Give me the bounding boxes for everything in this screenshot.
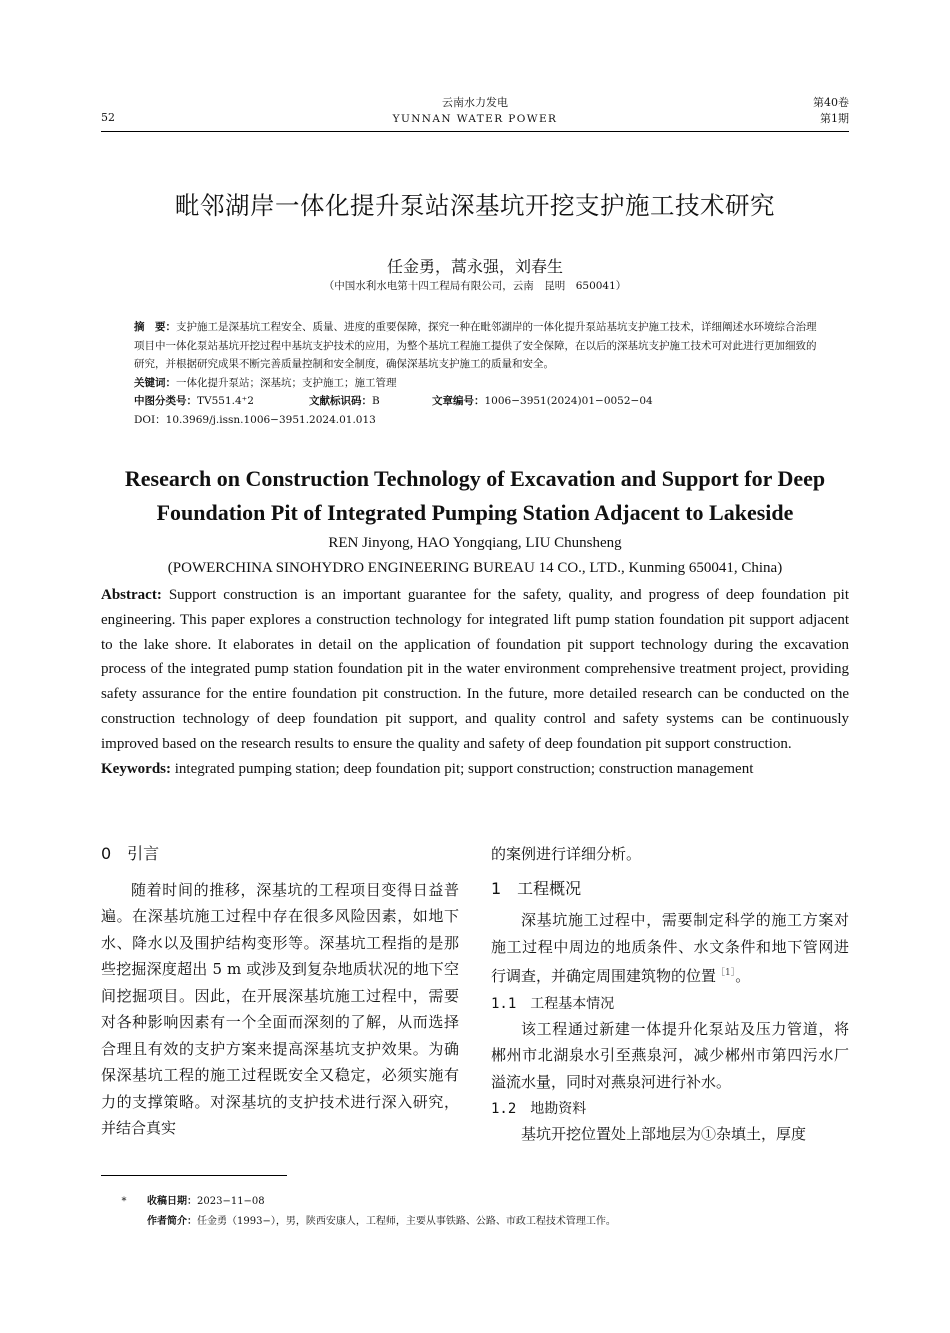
abstract-en-label: Abstract: — [101, 587, 162, 603]
continuation-text: 的案例进行详细分析。 — [491, 845, 642, 863]
clc-label: 中图分类号： — [134, 395, 197, 407]
bio-label: 作者简介： — [147, 1216, 197, 1227]
footnote-received — [101, 1192, 849, 1212]
abstract-zh-label: 摘 要： — [134, 321, 176, 333]
journal-header — [300, 95, 650, 127]
section-1-paragraph — [491, 907, 849, 990]
section-1-heading: 1 工程概况 — [491, 878, 582, 898]
affiliation-zh: （中国水利水电第十四工程局有限公司，云南 昆明 650041） — [323, 280, 627, 292]
section-0-heading: 0 引言 — [101, 844, 160, 863]
footnote-bio — [101, 1212, 849, 1232]
title-en-line1: Research on Construction Technology of Excavation and Support for Deep — [124, 466, 826, 491]
title-zh: 毗邻湖岸一体化提升泵站深基坑开挖支护施工技术研究 — [175, 191, 775, 220]
journal-name-en: YUNNAN WATER POWER — [392, 113, 558, 125]
section-1-end: 。 — [735, 967, 751, 985]
volume-issue — [813, 95, 849, 127]
doi: DOI：10.3969/j.issn.1006−3951.2024.01.013 — [134, 413, 376, 426]
section-1-2-paragraph: 基坑开挖位置处上部地层为①杂填土，厚度 — [521, 1125, 807, 1143]
citation-1: ［1］ — [716, 968, 736, 978]
article-no-value: 1006−3951(2024)01−0052−04 — [484, 395, 653, 407]
abstract-zh — [134, 318, 824, 429]
section-1-text: 深基坑施工过程中，需要制定科学的施工方案对施工过程中周边的地质条件、水文条件和地下管网进行调查，并确定周围建筑物的位置 — [491, 911, 849, 985]
issue: 第1期 — [820, 112, 849, 125]
intro-paragraph: 随着时间的推移，深基坑的工程项目变得日益普遍。在深基坑施工过程中存在很多风险因素，如地下水、降水以及围护结构变形等。深基坑工程指的是那些挖掘深度超出 5 m 或涉及到复杂地质状况的地下空间挖掘项目。因此，在开展深基坑施工过程中，需要对各种影响因素有一个全面而深刻的了解，从而选择合理且有效的支护方案来提高深基坑支护效果。为确保深基坑工程的施工过程既安全又稳定，必须实施有力的支撑策略。对深基坑的支护技术进行深入研究，并结合真实 — [101, 880, 459, 1137]
keywords-zh-label: 关键词： — [134, 376, 176, 389]
author-bio: 任金勇（1993−），男，陕西安康人，工程师，主要从事铁路、公路、市政工程技术管理工作。 — [197, 1216, 616, 1227]
keywords-zh: 一体化提升泵站；深基坑；支护施工；施工管理 — [176, 376, 397, 389]
abstract-en-text: Support construction is an important guarantee for the safety, quality, and progress of deep foundation pit engineering. This paper explores a construction technology for integrated lift pump station foundation pit support adjacent to the lake shore. It elaborates in detail on the application of foundation pit support technology during the excavation process of the integrated pump station foundation pit in the water environment comprehensive treatment project, providing safety assurance for the entire foundation pit construction. In the future, more detailed research can be conducted on the construction technology of deep foundation pit support, and quality control and safety systems can be continuously improved based on the research results to ensure the quality and safety of deep foundation pit support construction. — [101, 587, 849, 752]
page-number: 52 — [101, 111, 115, 124]
title-en-line2: Foundation Pit of Integrated Pumping Station Adjacent to Lakeside — [156, 500, 794, 525]
right-column — [491, 841, 849, 1148]
article-no-label: 文章编号： — [432, 395, 485, 407]
doc-code-value: B — [372, 395, 380, 407]
left-column — [101, 841, 459, 1142]
doc-code-label: 文献标识码： — [309, 395, 372, 407]
keywords-en-label: Keywords: — [101, 760, 171, 777]
received-date: 2023−11−08 — [197, 1196, 265, 1207]
affiliation-en: (POWERCHINA SINOHYDRO ENGINEERING BUREAU 14 CO., LTD., Kunming 650041, China) — [167, 560, 783, 576]
section-1-1-heading: 1.1 工程基本情况 — [491, 995, 615, 1012]
section-1-1-paragraph: 该工程通过新建一体提升化泵站及压力管道，将郴州市北湖泉水引至燕泉河，减少郴州市第四污水厂溢流水量，同时对燕泉河进行补水。 — [491, 1019, 849, 1091]
authors-en: REN Jinyong, HAO Yongqiang, LIU Chunsheng — [328, 535, 622, 551]
footnote — [101, 1192, 849, 1232]
footnote-rule — [101, 1175, 287, 1176]
clc-value: TV551.4⁺2 — [197, 395, 254, 407]
title-en — [70, 462, 880, 530]
keywords-en: integrated pumping station; deep foundation pit; support construction; construction management — [171, 760, 754, 777]
journal-name-zh: 云南水力发电 — [442, 96, 508, 109]
volume: 第40卷 — [813, 96, 849, 109]
abstract-zh-text: 支护施工是深基坑工程安全、质量、进度的重要保障，探究一种在毗邻湖岸的一体化提升泵站基坑支护施工技术，详细阐述水环境综合治理项目中一体化泵站基坑开挖过程中基坑支护技术的应用，为整个基坑工程施工提供了安全保障，在以后的深基坑支护施工技术可对此进行更加细致的研究，并根据研究成果不断完善质量控制和安全制度，确保深基坑支护施工的质量和安全。 — [134, 321, 817, 370]
header-rule — [101, 131, 849, 132]
received-label: 收稿日期： — [147, 1196, 197, 1207]
classification-line — [134, 392, 824, 411]
abstract-en — [101, 583, 849, 781]
authors-zh: 任金勇，蒿永强，刘春生 — [386, 257, 563, 276]
section-1-2-heading: 1.2 地勘资料 — [491, 1101, 587, 1117]
footnote-marker: * — [121, 1196, 127, 1207]
